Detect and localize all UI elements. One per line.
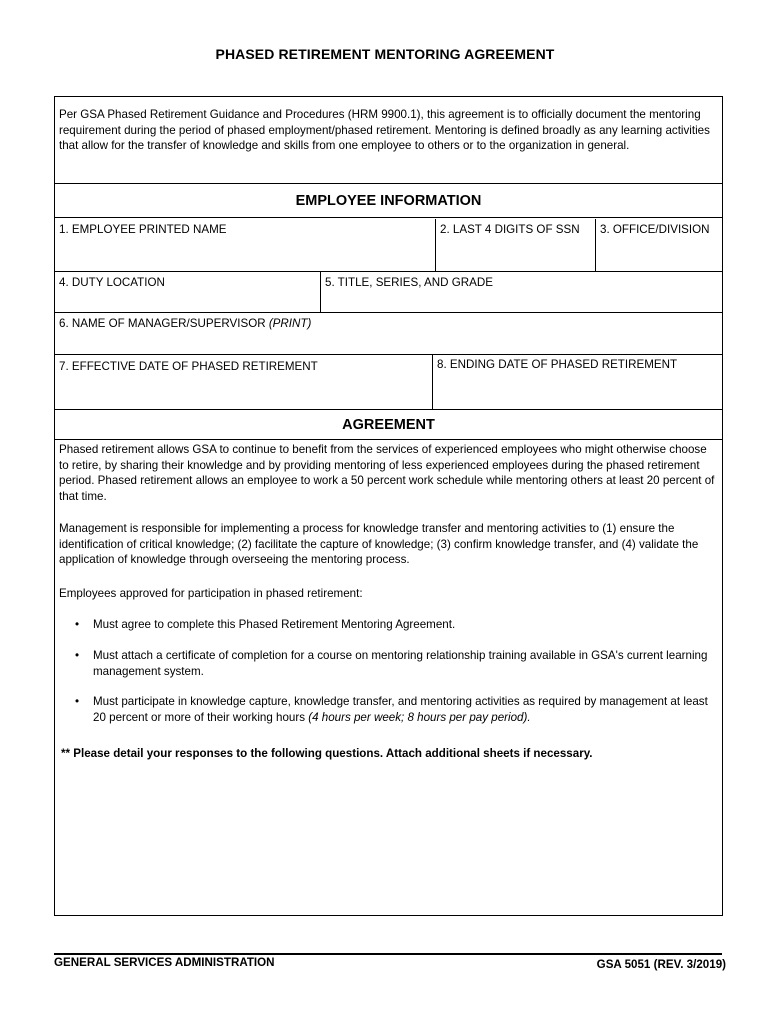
title-series-grade-label: 5. TITLE, SERIES, AND GRADE <box>325 276 493 289</box>
form-title: PHASED RETIREMENT MENTORING AGREEMENT <box>215 46 555 62</box>
employee-row-4 <box>55 355 722 410</box>
response-area[interactable] <box>55 769 722 915</box>
agreement-paragraph-3: Employees approved for participation in phased retirement: <box>59 587 363 600</box>
agency-name: GENERAL SERVICES ADMINISTRATION <box>54 956 275 969</box>
list-item-text-italic: (4 hours per week; 8 hours per pay period). <box>308 710 531 724</box>
effective-date-label: 7. EFFECTIVE DATE OF PHASED RETIREMENT <box>59 360 318 373</box>
ending-date-field[interactable] <box>432 355 722 409</box>
footer-divider <box>54 953 722 955</box>
employee-row-3 <box>55 313 722 355</box>
office-division-label: 3. OFFICE/DIVISION <box>600 223 710 236</box>
list-item-text: Must agree to complete this Phased Retirement Mentoring Agreement. <box>93 618 456 631</box>
list-item-text <box>93 694 717 725</box>
intro-text: Per GSA Phased Retirement Guidance and Procedures (HRM 9900.1), this agreement is to officially document the mentoring requirement during the period of phased employment/phased retirement. Mentoring is defined broadly as any learning activities that allow for the transfer of knowledge and skills from one employee to others or to the organization in general. <box>55 97 722 184</box>
bullet-icon: • <box>75 649 80 662</box>
list-item-text: Must attach a certificate of completion for a course on mentoring relationship training available in GSA's current learning management system. <box>93 649 708 678</box>
employee-information-heading: EMPLOYEE INFORMATION <box>55 185 722 218</box>
effective-date-field[interactable] <box>55 355 432 409</box>
duty-location-label: 4. DUTY LOCATION <box>59 276 165 289</box>
form-number: GSA 5051 (REV. 3/2019) <box>596 958 726 971</box>
agreement-paragraph-1: Phased retirement allows GSA to continue to benefit from the services of experienced employees who might otherwise choose to retire, by sharing their knowledge and by providing mentoring of less experienced employees during the phased retirement period. Phased retirement allows an employee to work a 50 percent work schedule while mentoring others at least 20 percent of that time. <box>59 443 715 503</box>
instructions-note: ** Please detail your responses to the following questions. Attach additional sheets if necessary. <box>61 747 593 760</box>
manager-name-hint: (PRINT) <box>268 317 312 330</box>
ending-date-label: 8. ENDING DATE OF PHASED RETIREMENT <box>437 358 678 371</box>
bullet-icon: • <box>75 695 80 708</box>
manager-name-field[interactable] <box>55 313 722 354</box>
agreement-heading: AGREEMENT <box>55 411 722 440</box>
form-body <box>54 96 723 916</box>
agreement-paragraph-2: Management is responsible for implementing a process for knowledge transfer and mentoring activities to (1) ensure the identification of critical knowledge; (2) facilitate the capture of knowledge; (3) confirm knowledge transfer, and (4) validate the application of knowledge through overseeing the mentoring process. <box>59 522 699 566</box>
employee-row-2 <box>55 272 722 313</box>
bullet-icon: • <box>75 618 80 631</box>
employee-name-label: 1. EMPLOYEE PRINTED NAME <box>59 223 227 236</box>
ssn-last4-label: 2. LAST 4 DIGITS OF SSN <box>440 223 580 236</box>
employee-row-1 <box>55 219 722 272</box>
ssn-last4-field[interactable] <box>435 219 595 271</box>
list-item-text-main: Must participate in knowledge capture, knowledge transfer, and mentoring activities as required by management at least 20 percent or more of their working hours <box>93 695 708 724</box>
duty-location-field[interactable] <box>55 272 320 312</box>
office-division-field[interactable] <box>595 219 722 271</box>
title-series-grade-field[interactable] <box>320 272 722 312</box>
employee-name-field[interactable] <box>55 219 435 271</box>
manager-name-label: 6. NAME OF MANAGER/SUPERVISOR <box>59 317 269 330</box>
